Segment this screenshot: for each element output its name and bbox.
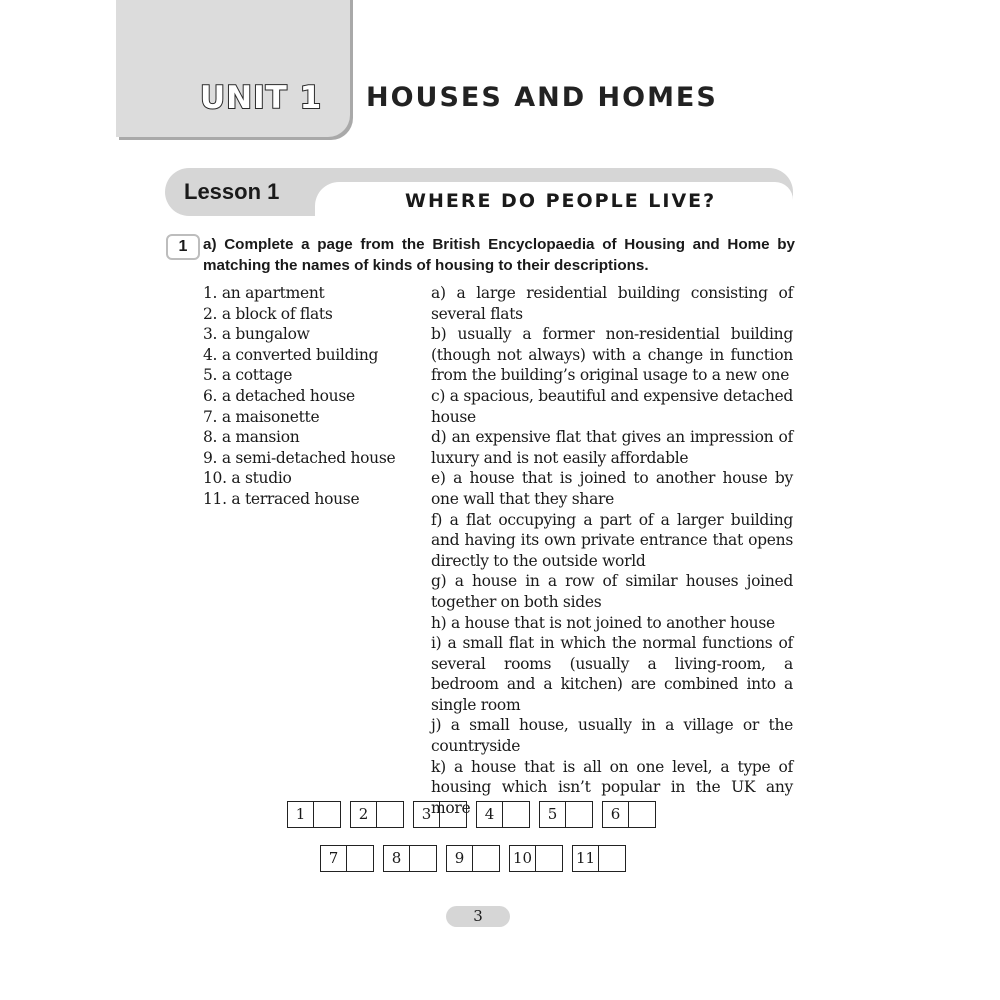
answer-blank-field[interactable] (599, 845, 626, 872)
answer-box-number: 4 (476, 801, 503, 828)
answer-blank-field[interactable] (473, 845, 500, 872)
term-item: 5. a cottage (203, 366, 293, 385)
answer-box (320, 845, 374, 872)
answer-box-number: 6 (602, 801, 629, 828)
term-item: 1. an apartment (203, 284, 325, 302)
definition-item: g) a house in a row of similar houses joined together on both sides (431, 572, 793, 611)
exercise-number-badge: 1 (166, 234, 200, 260)
housing-terms-list (203, 283, 423, 510)
answer-box (509, 845, 563, 872)
term-item: 10. a studio (203, 469, 292, 488)
definition-item: c) a spacious, beautiful and expensive detached house (431, 386, 793, 426)
definition-item: e) a house that is joined to another house by one wall that they share (431, 469, 793, 508)
answer-box (446, 845, 500, 872)
exercise-instruction: a) Complete a page from the British Encyclopaedia of Housing and Home by matching the names of kinds of housing to their descriptions. (203, 236, 795, 274)
definition-item: k) a house that is all on one level, a type of housing which isn’t popular in the UK any more (431, 757, 793, 817)
answer-blank-field[interactable] (503, 801, 530, 828)
definition-item: b) usually a former non-residential building (though not always) with a change in function from the building’s original usage to a new one (431, 325, 793, 385)
term-item: 6. a detached house (203, 386, 355, 405)
unit-tab-background (116, 0, 350, 137)
housing-definitions-list (431, 283, 793, 818)
answer-box (602, 801, 656, 828)
answer-box-number: 5 (539, 801, 566, 828)
answer-box-number: 1 (287, 801, 314, 828)
answer-box-number: 9 (446, 845, 473, 872)
answer-box (476, 801, 530, 828)
page-number: 3 (446, 906, 510, 927)
answer-blank-field[interactable] (347, 845, 374, 872)
definition-item: j) a small house, usually in a village or the countryside (431, 716, 793, 756)
answer-box (413, 801, 467, 828)
answer-box (287, 801, 341, 828)
answer-blank-field[interactable] (536, 845, 563, 872)
answer-box-number: 7 (320, 845, 347, 872)
answer-box-number: 3 (413, 801, 440, 828)
unit-title: HOUSES AND HOMES (366, 82, 718, 113)
term-item: 8. a mansion (203, 428, 300, 447)
answer-box-number: 11 (572, 845, 599, 872)
answer-box (572, 845, 626, 872)
lesson-title: WHERE DO PEOPLE LIVE? (405, 190, 717, 212)
answer-box-number: 2 (350, 801, 377, 828)
answer-box (539, 801, 593, 828)
answer-blank-field[interactable] (377, 801, 404, 828)
answer-blank-field[interactable] (410, 845, 437, 872)
definition-item: a) a large residential building consisting of several flats (431, 284, 793, 323)
unit-label: UNIT 1 (200, 80, 323, 116)
answer-blank-field[interactable] (629, 801, 656, 828)
definition-item: f) a flat occupying a part of a larger building and having its own private entrance that opens directly to the outside world (431, 510, 793, 570)
term-item: 4. a converted building (203, 345, 379, 364)
term-item: 7. a maisonette (203, 407, 320, 426)
term-item: 2. a block of flats (203, 304, 333, 323)
answer-box (350, 801, 404, 828)
term-item: 3. a bungalow (203, 325, 310, 344)
answer-blank-field[interactable] (314, 801, 341, 828)
definition-item: i) a small flat in which the normal functions of several rooms (usually a living-room, a bedroom and a kitchen) are combined into a single room (431, 634, 793, 714)
answer-box-number: 8 (383, 845, 410, 872)
term-item: 9. a semi-detached house (203, 448, 396, 467)
answer-box (383, 845, 437, 872)
answer-blank-field[interactable] (440, 801, 467, 828)
term-item: 11. a terraced house (203, 489, 360, 508)
answer-grid-row-1 (287, 801, 665, 828)
answer-blank-field[interactable] (566, 801, 593, 828)
lesson-label: Lesson 1 (184, 179, 280, 204)
answer-box-number: 10 (509, 845, 536, 872)
answer-grid-row-2 (320, 845, 635, 872)
definition-item: d) an expensive flat that gives an impression of luxury and is not easily affordable (431, 428, 793, 467)
definition-item: h) a house that is not joined to another house (431, 613, 775, 632)
